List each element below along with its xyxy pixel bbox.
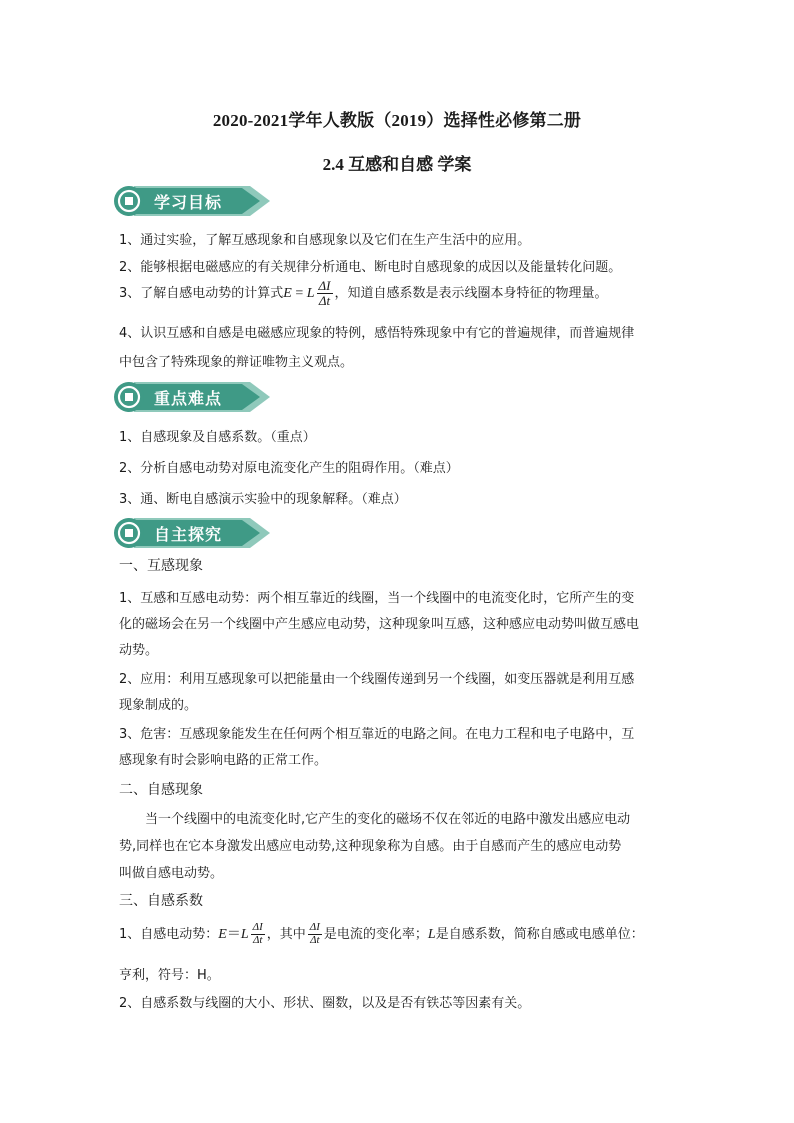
key-item-1: 1、自感现象及自感系数。（重点） (119, 430, 316, 445)
section-heading-explore: 自主探究 (154, 525, 223, 544)
para-self-line1: 当一个线圈中的电流变化时,它产生的变化的磁场不仅在邻近的电路中激发出感应电动 (145, 812, 631, 827)
section-banner-key (112, 378, 274, 416)
doc-subtitle: 2.4 互感和自感 学案 (322, 155, 472, 174)
subheading-self-inductance: 三、自感系数 (119, 893, 203, 909)
formula-fraction: $\frac{\Delta I}{\Delta t}$ (309, 921, 320, 946)
formula-line2: 亨利，符号：H。 (119, 968, 220, 983)
para-mutual-1-line1: 1、互感和互感电动势：两个相互靠近的线圈，当一个线圈中的电流变化时，它所产生的变 (119, 591, 635, 606)
para-self-line3: 叫做自感电动势。 (119, 866, 224, 881)
goal-item-3: 3、了解自感电动势的计算式E = L $\frac{\Delta I}{\Delta t}$ ，知道自感系数是表示线圈本身特征的物理量。 (119, 278, 608, 308)
section-banner-explore (112, 514, 274, 552)
key-item-3: 3、通、断电自感演示实验中的现象解释。（难点） (119, 492, 407, 507)
key-item-2: 2、分析自感电动势对原电流变化产生的阻碍作用。（难点） (119, 461, 459, 476)
para-self-line2: 势,同样也在它本身激发出感应电动势,这种现象称为自感。由于自感而产生的感应电动势 (119, 839, 622, 854)
para-mutual-1-line2: 化的磁场会在另一个线圈中产生感应电动势，这种现象叫互感，这种感应电动势叫做互感电 (119, 617, 640, 632)
formula-line: 1、自感电动势：E＝L $\frac{\Delta I}{\Delta t}$ ，其中 $\frac{\Delta I}{\Delta t}$ 是电流的变化率；L是自感系数，简称自感或电感单位： (119, 921, 644, 946)
para-mutual-2-line2: 现象制成的。 (119, 698, 198, 713)
goal-item-1: 1、通过实验，了解互感现象和自感现象以及它们在生产生活中的应用。 (119, 233, 531, 248)
para-mutual-2-line1: 2、应用：利用互感现象可以把能量由一个线圈传递到另一个线圈，如变压器就是利用互感 (119, 672, 635, 687)
formula-fraction: $\frac{\Delta I}{\Delta t}$ (252, 921, 263, 946)
doc-title: 2020-2021学年人教版（2019）选择性必修第二册 (212, 111, 582, 130)
para-mutual-3-line1: 3、危害：互感现象能发生在任何两个相互靠近的电路之间。在电力工程和电子电路中，互 (119, 727, 635, 742)
goal-item-2: 2、能够根据电磁感应的有关规律分析通电、断电时自感现象的成因以及能量转化问题。 (119, 260, 622, 275)
section-heading-key: 重点难点 (154, 389, 223, 408)
formula-fraction: $\frac{\Delta I}{\Delta t}$ (318, 278, 331, 308)
goal-item-4-line1: 4、认识互感和自感是电磁感应现象的特例，感悟特殊现象中有它的普遍规律，而普遍规律 (119, 326, 635, 341)
goal-item-4-line2: 中包含了特殊现象的辩证唯物主义观点。 (119, 355, 354, 370)
section-heading-goals: 学习目标 (154, 193, 223, 212)
subheading-self-induction: 二、自感现象 (119, 782, 203, 798)
para-mutual-3-line2: 感现象有时会影响电路的正常工作。 (119, 753, 328, 768)
para-inductance-factors: 2、自感系数与线圈的大小、形状、圈数，以及是否有铁芯等因素有关。 (119, 996, 531, 1011)
section-banner-goals (112, 182, 274, 220)
para-mutual-1-line3: 动势。 (119, 643, 159, 658)
subheading-mutual-induction: 一、互感现象 (119, 558, 203, 574)
